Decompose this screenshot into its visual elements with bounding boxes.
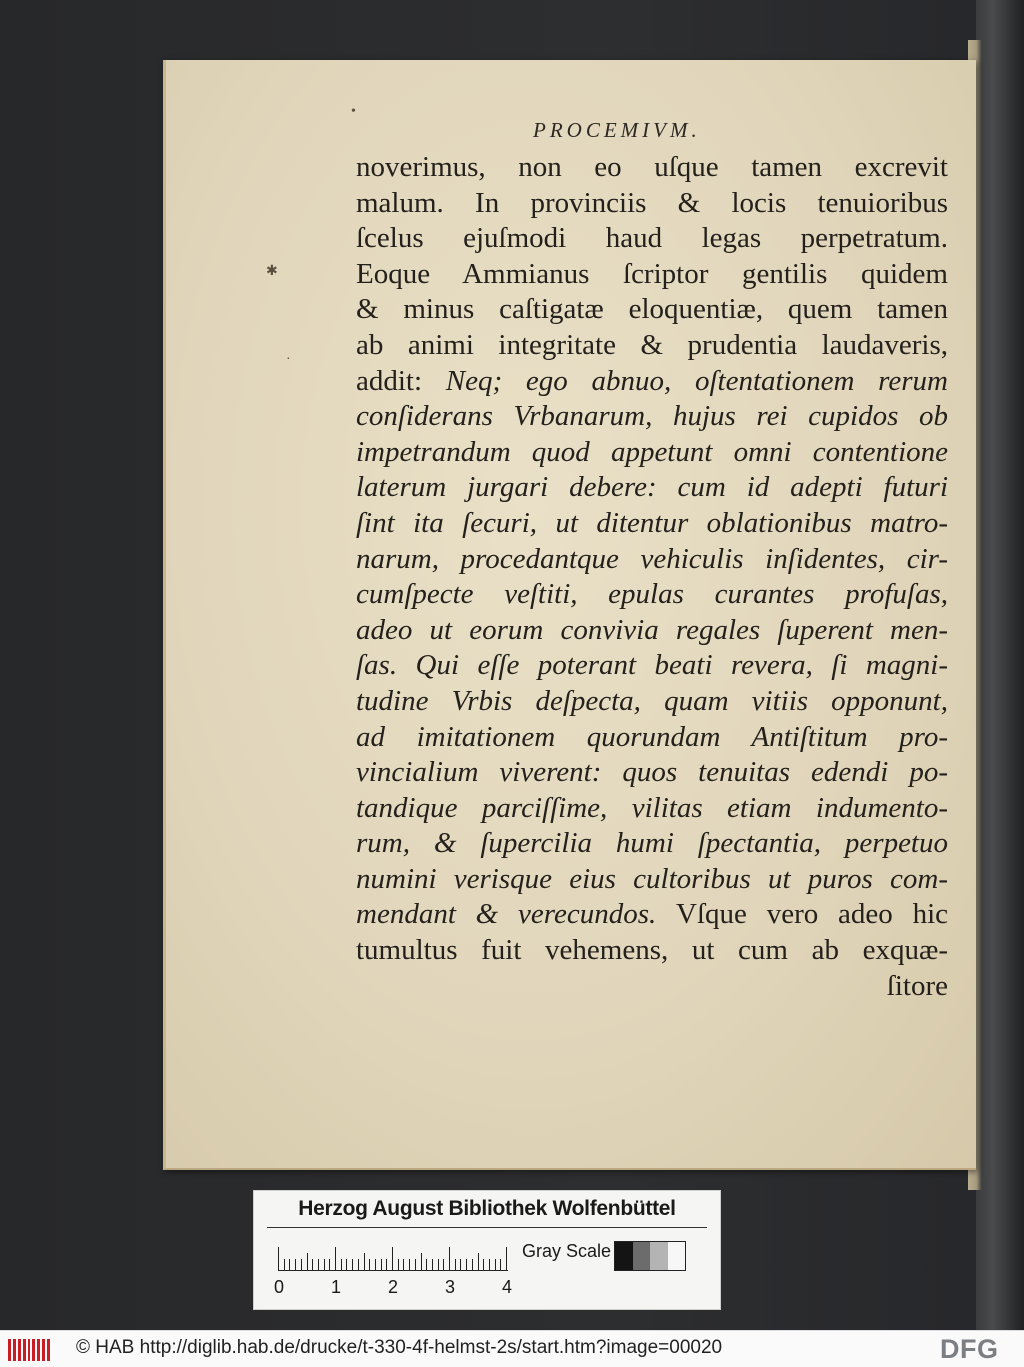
text-line (356, 328, 948, 364)
scale-number: 1 (331, 1277, 342, 1297)
scale-number: 0 (274, 1277, 285, 1297)
italic-text: narum, procedantque vehiculis inſidentes, cir- (356, 542, 948, 575)
ruler-tick (472, 1259, 473, 1271)
text-line (356, 720, 948, 756)
text-line (356, 399, 948, 435)
ruler-tick (495, 1259, 496, 1271)
ruler-tick (478, 1253, 479, 1271)
ruler-tick (460, 1259, 461, 1271)
ruler-tick (381, 1259, 382, 1271)
italic-text: tandique parciſſime, vilitas etiam indumento- (356, 791, 948, 824)
ruler-tick (421, 1253, 422, 1271)
gray-swatch (650, 1242, 668, 1270)
ruler-tick (403, 1259, 404, 1271)
copyright-url[interactable]: © HAB http://diglib.hab.de/drucke/t-330-4f-helmst-2s/start.htm?image=00020 (76, 1337, 723, 1358)
library-name: Herzog August Bibliothek Wolfenbüttel (298, 1197, 676, 1220)
italic-text: ſas. Qui eſſe poterant beati revera, ſi magni- (356, 649, 948, 682)
gray-scale-label: Gray Scale (522, 1241, 612, 1261)
text-line (356, 257, 948, 293)
ruler-tick (415, 1259, 416, 1271)
logo-bar (28, 1339, 31, 1361)
ruler-tick (455, 1259, 456, 1271)
roman-text: addit: (356, 364, 446, 397)
roman-text: noverimus, non eo uſque tamen excrevit (356, 151, 948, 183)
italic-text: numini verisque eius cultoribus ut puros com- (356, 862, 948, 895)
roman-text: tumultus fuit vehemens, ut cum ab exquæ- (356, 934, 948, 967)
ruler-tick (432, 1259, 433, 1271)
gray-swatch (615, 1242, 633, 1270)
roman-text: & minus caſtigatæ eloquentiæ, quem tamen (356, 293, 948, 326)
logo-bar (32, 1339, 35, 1361)
ruler-tick (335, 1247, 336, 1271)
roman-text: ſitore (886, 969, 948, 1002)
logo-bar (37, 1339, 40, 1361)
scale-number: 3 (445, 1277, 456, 1297)
italic-text: laterum jurgari debere: cum id adepti futuri (356, 471, 948, 504)
ruler-tick (500, 1259, 501, 1271)
roman-text: Eoque Ammianus ſcriptor gentilis quidem (356, 257, 948, 290)
ruler-tick (466, 1259, 467, 1271)
ruler-tick (318, 1259, 319, 1271)
italic-text: impetrandum quod appetunt omni contentione (356, 435, 948, 468)
logo-bar (18, 1339, 21, 1361)
ruler-tick (426, 1259, 427, 1271)
scale-number: 4 (502, 1277, 513, 1297)
gray-scale-swatches (614, 1241, 686, 1271)
italic-text: conſiderans Vrbanarum, hujus rei cupidos ob (356, 400, 948, 433)
text-line (356, 791, 948, 827)
ruler-tick (438, 1259, 439, 1271)
ruler-tick (369, 1259, 370, 1271)
divider (267, 1227, 707, 1228)
paper-speck: • (351, 104, 356, 119)
italic-text: vincialium viverent: quos tenuitas edendi po- (356, 756, 948, 789)
ruler-tick (289, 1259, 290, 1271)
text-line (356, 470, 948, 506)
text-line (356, 186, 948, 222)
roman-text: ab animi integritate & prudentia laudaveris, (356, 328, 948, 361)
italic-text: cumſpecte veſtiti, epulas curantes profuſas, (356, 578, 948, 611)
italic-text: mendant & verecundos. (356, 898, 677, 931)
italic-text: ad imitationem quorundam Antiſtitum pro- (356, 720, 948, 753)
cm-ruler (278, 1241, 508, 1271)
book-page (163, 60, 976, 1170)
ruler-tick (324, 1259, 325, 1271)
text-line (356, 221, 948, 257)
paper-speck: ✱ (266, 264, 278, 279)
ruler-tick (409, 1259, 410, 1271)
text-line (356, 684, 948, 720)
ruler-tick (392, 1247, 393, 1271)
ruler-tick (329, 1259, 330, 1271)
text-line (356, 364, 948, 400)
ruler-tick (284, 1259, 285, 1271)
italic-text: adeo ut eorum convivia regales ſuperent men- (356, 613, 948, 646)
roman-text: ſcelus ejuſmodi haud legas perpetratum. (356, 222, 948, 255)
roman-text: Vſque vero adeo hic (676, 898, 948, 931)
ruler-tick (358, 1259, 359, 1271)
ruler-tick (295, 1259, 296, 1271)
ruler-tick (312, 1259, 313, 1271)
text-line (356, 577, 948, 613)
ruler-tick (278, 1247, 279, 1271)
text-line (356, 506, 948, 542)
text-line (356, 542, 948, 578)
roman-text: malum. In provinciis & locis tenuioribus (356, 186, 948, 219)
ruler-tick (489, 1259, 490, 1271)
footer-bar (0, 1330, 1024, 1367)
italic-text: rum, & ſupercilia humi ſpectantia, perpetuo (356, 827, 948, 860)
book-binding (976, 0, 1024, 1330)
logo-bar (13, 1339, 16, 1361)
ruler-tick (307, 1253, 308, 1271)
text-line (356, 897, 948, 933)
text-line (356, 933, 948, 969)
dfg-logo: DFG (940, 1334, 999, 1364)
italic-text: Neq; ego abnuo, oſtentationem rerum (445, 364, 948, 397)
ruler-tick (301, 1259, 302, 1271)
ruler-tick (375, 1259, 376, 1271)
text-line (356, 613, 948, 649)
ruler-tick (398, 1259, 399, 1271)
ruler-tick (449, 1247, 450, 1271)
gray-swatch (633, 1242, 651, 1270)
ruler-tick (506, 1247, 507, 1271)
page-text (356, 150, 948, 1004)
italic-text: tudine Vrbis deſpecta, quam vitiis opponunt, (356, 684, 948, 717)
text-line (356, 435, 948, 471)
text-line (356, 755, 948, 791)
ruler-tick (346, 1259, 347, 1271)
paper-speck: · (286, 352, 291, 367)
logo-bar (47, 1339, 50, 1361)
ruler-tick (364, 1253, 365, 1271)
hab-barcode-icon (8, 1339, 50, 1361)
logo-bar (23, 1339, 26, 1361)
ruler-tick (341, 1259, 342, 1271)
text-line (356, 292, 948, 328)
ruler-tick (443, 1259, 444, 1271)
logo-bar (42, 1339, 45, 1361)
scale-number: 2 (388, 1277, 399, 1297)
ruler-tick (352, 1259, 353, 1271)
text-line (356, 150, 948, 186)
gray-swatch (668, 1242, 686, 1270)
italic-text: ſint ita ſecuri, ut ditentur oblationibus matro- (356, 506, 948, 539)
running-head: PROCEMIVM. (533, 118, 701, 142)
text-line (356, 826, 948, 862)
text-line (356, 862, 948, 898)
color-target-card (253, 1190, 721, 1310)
ruler-tick (483, 1259, 484, 1271)
text-line (356, 969, 948, 1005)
logo-bar (8, 1339, 11, 1361)
text-line (356, 648, 948, 684)
ruler-tick (386, 1259, 387, 1271)
